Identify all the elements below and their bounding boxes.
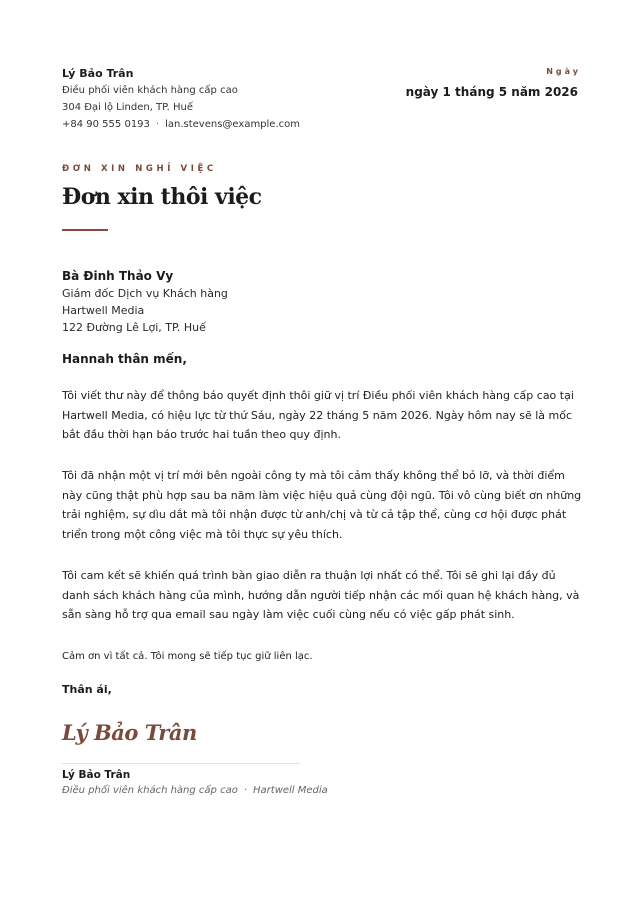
body-paragraph-2: Tôi đã nhận một vị trí mới bên ngoài công ty mà tôi cảm thấy không thể bỏ lỡ, và thời điểm này cũng thật phù hợp sau ba năm làm việc hiệu quả cùng đội ngũ. Tôi vô cùng biết ơn những trải nghiệm, sự dìu dắt mà tôi nhận được từ anh/chị và từ cả tập thể, cùng cơ hội được phát triển trong một công việc mà tôi thực sự yêu thích.	[62, 469, 582, 541]
recipient-company: Hartwell Media	[62, 304, 145, 317]
letter-title: Đơn xin thôi việc	[62, 184, 262, 210]
sender-address: 304 Đại lộ Linden, TP. Huế	[62, 102, 194, 113]
signature-script: Lý Bảo Trân	[62, 720, 197, 745]
signature-name: Lý Bảo Trân	[62, 769, 131, 781]
sender-name: Lý Bảo Trân	[62, 67, 134, 80]
contact-separator: ·	[155, 119, 160, 130]
letter-eyebrow: ĐƠN XIN NGHỈ VIỆC	[62, 164, 217, 174]
recipient-block	[62, 268, 228, 336]
recipient-address: 122 Đường Lê Lợi, TP. Huế	[62, 321, 206, 334]
signature-company: Hartwell Media	[253, 785, 328, 796]
signature-role	[62, 785, 328, 796]
date-block	[405, 66, 581, 100]
sender-contact	[62, 116, 362, 133]
recipient-name: Bà Đinh Thảo Vy	[62, 269, 174, 283]
body-paragraph-4: Cảm ơn vì tất cả. Tôi mong sẽ tiếp tục giữ liên lạc.	[62, 651, 313, 662]
closing: Thân ái,	[62, 683, 112, 696]
date-label: Ngày	[546, 67, 581, 76]
sender-phone: +84 90 555 0193	[62, 119, 150, 130]
recipient-title: Giám đốc Dịch vụ Khách hàng	[62, 287, 228, 300]
signature-title: Điều phối viên khách hàng cấp cao	[62, 785, 238, 796]
title-divider	[62, 229, 108, 231]
sender-title: Điều phối viên khách hàng cấp cao	[62, 85, 238, 96]
salutation: Hannah thân mến,	[62, 352, 187, 366]
signature-separator: ·	[243, 785, 248, 796]
sender-email: lan.stevens@example.com	[165, 119, 300, 130]
date-value: ngày 1 tháng 5 năm 2026	[405, 85, 578, 99]
sender-block	[62, 66, 362, 133]
body-paragraph-1: Tôi viết thư này để thông báo quyết định thôi giữ vị trí Điều phối viên khách hàng cấp cao tại Hartwell Media, có hiệu lực từ thứ Sáu, ngày 22 tháng 5 năm 2026. Ngày hôm nay sẽ là mốc bắt đầu thời hạn báo trước hai tuần theo quy định.	[62, 389, 574, 441]
body-paragraph-3: Tôi cam kết sẽ khiến quá trình bàn giao diễn ra thuận lợi nhất có thể. Tôi sẽ ghi lại đầy đủ danh sách khách hàng của mình, hướng dẫn người tiếp nhận các mối quan hệ khách hàng, và sẵn sàng hỗ trợ qua email sau ngày làm việc cuối cùng nếu có việc gấp phát sinh.	[62, 569, 580, 621]
signature-divider	[62, 763, 300, 764]
